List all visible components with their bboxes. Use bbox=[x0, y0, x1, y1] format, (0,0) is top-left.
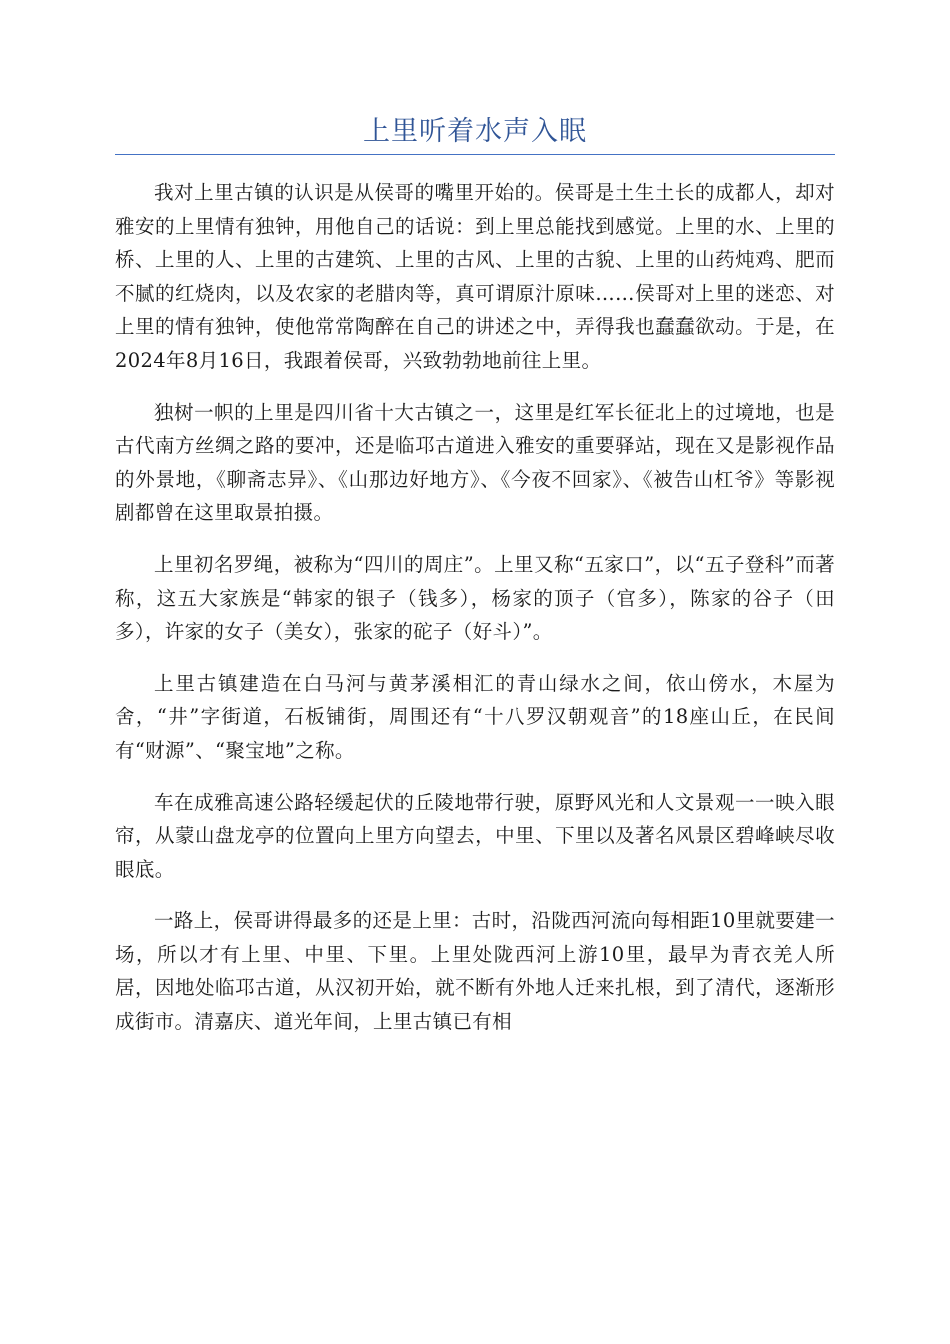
document-page bbox=[115, 112, 835, 1057]
paragraph-2: 独树一帜的上里是四川省十大古镇之一，这里是红军长征北上的过境地，也是古代南方丝绸之路的要冲，还是临邛古道进入雅安的重要驿站，现在又是影视作品的外景地，《聊斋志异》、《山那边好地方》、《今夜不回家》、《被告山杠爷》等影视剧都曾在这里取景拍摄。 bbox=[115, 400, 835, 525]
paragraph-3: 上里初名罗绳，被称为“四川的周庄”。上里又称“五家口”，以“五子登科”而著称，这五大家族是“韩家的银子（钱多），杨家的顶子（官多），陈家的谷子（田多），许家的女子（美女），张家的砣子（好斗）”。 bbox=[115, 552, 835, 644]
paragraph-1: 我对上里古镇的认识是从侯哥的嘴里开始的。侯哥是土生土长的成都人，却对雅安的上里情有独钟，用他自己的话说：到上里总能找到感觉。上里的水、上里的桥、上里的人、上里的古建筑、上里的古风、上里的古貌、上里的山药炖鸡、肥而不腻的红烧肉，以及农家的老腊肉等，真可谓原汁原味……侯哥对上里的迷恋、对上里的情有独钟，使他常常陶醉在自己的讲述之中，弄得我也蠢蠢欲动。于是，在2024年8月16日，我跟着侯哥，兴致勃勃地前往上里。 bbox=[115, 181, 835, 372]
paragraph-5: 车在成雅高速公路轻缓起伏的丘陵地带行驶，原野风光和人文景观一一映入眼帘，从蒙山盘龙亭的位置向上里方向望去，中里、下里以及著名风景区碧峰峡尽收眼底。 bbox=[115, 790, 835, 881]
article-title: 上里听着水声入眠 bbox=[115, 112, 835, 155]
paragraph-6: 一路上，侯哥讲得最多的还是上里：古时，沿陇西河流向每相距10里就要建一场，所以才有上里、中里、下里。上里处陇西河上游10里，最早为青衣羌人所居，因地处临邛古道，从汉初开始，就不断有外地人迁来扎根，到了清代，逐渐形成街市。清嘉庆、道光年间，上里古镇已有相 bbox=[115, 909, 835, 1034]
paragraph-4: 上里古镇建造在白马河与黄茅溪相汇的青山绿水之间，依山傍水，木屋为舍，“井”字街道，石板铺街，周围还有“十八罗汉朝观音”的18座山丘，在民间有“财源”、“聚宝地”之称。 bbox=[115, 671, 835, 762]
article-body bbox=[115, 176, 835, 1039]
